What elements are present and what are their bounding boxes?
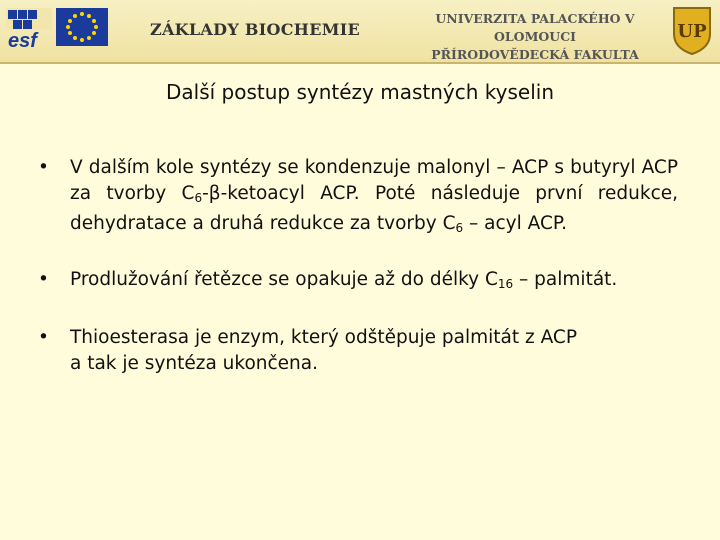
bullet-list [30, 155, 678, 377]
bullet-1-text-a: V dalším kole syntézy se kondenzuje malonyl – ACP s butyryl ACP za tvorby C [70, 157, 678, 204]
course-subtitle: ZÁKLADY BIOCHEMIE [149, 20, 360, 39]
bullet-item-3 [30, 325, 678, 377]
bullet-2-subscript: 16 [497, 277, 514, 291]
bullet-icon: • [38, 269, 49, 290]
bullet-2-text-a: Prodlužování řetězce se opakuje až do délky C [70, 269, 498, 290]
bullet-item-2 [30, 267, 678, 297]
bullet-icon: • [38, 327, 49, 348]
bullet-1-subscript-a: 6 [194, 191, 203, 205]
bullet-3-line-1: Thioesterasa je enzym, který odštěpuje palmitát z ACP [70, 327, 577, 348]
bullet-icon: • [38, 157, 49, 178]
bullet-1-text-c: – acyl ACP. [463, 213, 568, 234]
slide-header [0, 0, 720, 64]
bullet-3-line-2: a tak je syntéza ukončena. [70, 353, 318, 374]
esf-logo-text: esf [8, 30, 37, 48]
university-line-1: UNIVERZITA PALACKÉHO V OLOMOUCI [435, 11, 635, 44]
university-line-2: PŘÍRODOVĚDECKÁ FAKULTA [431, 47, 639, 62]
esf-logo [6, 8, 52, 48]
eu-flag-icon [56, 8, 108, 46]
bullet-1-text-b: -β-ketoacyl ACP. Poté následuje první redukce, dehydratace a druhá redukce za tvorby C [70, 183, 678, 234]
university-logo-text: UP [677, 21, 707, 42]
bullet-1-subscript-b: 6 [455, 221, 464, 235]
bullet-2-text-b: – palmitát. [513, 269, 618, 290]
slide-title: Další postup syntézy mastných kyselin [166, 80, 554, 104]
university-name [405, 10, 665, 64]
bullet-item-1 [30, 155, 678, 241]
university-logo-icon [670, 4, 714, 56]
